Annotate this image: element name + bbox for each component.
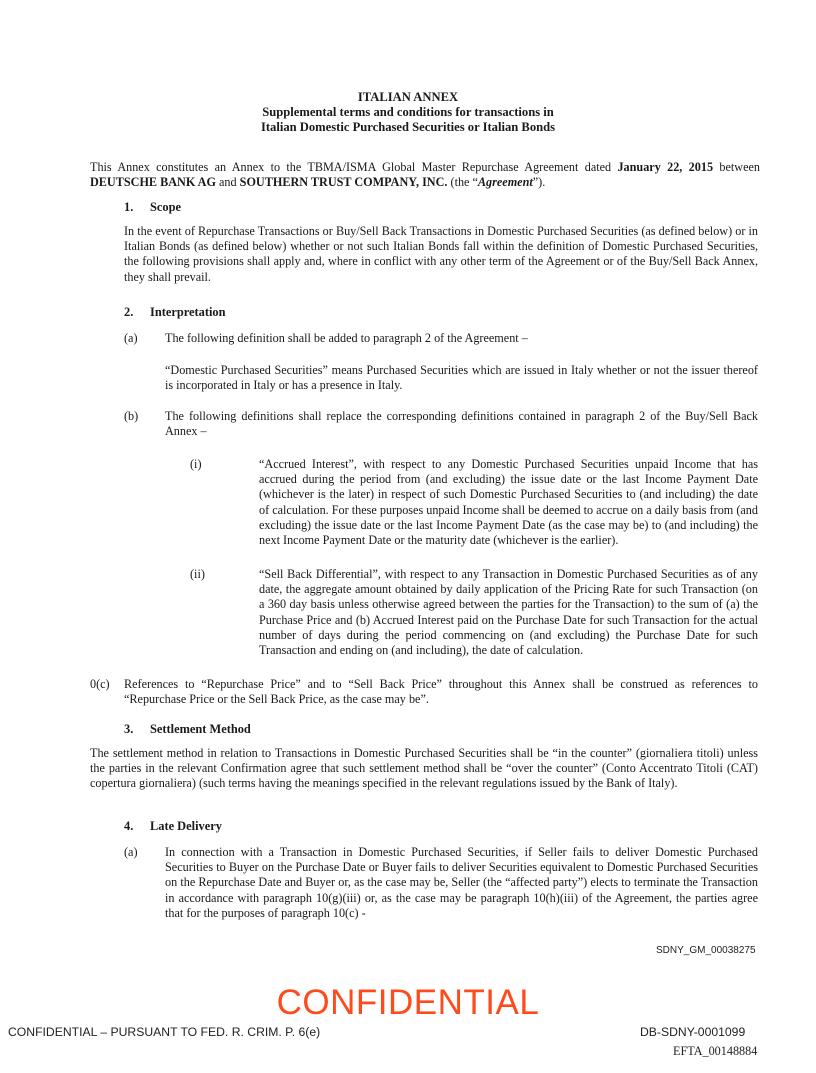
intro-paragraph: This Annex constitutes an Annex to the TBMA/ISMA Global Master Repurchase Agreement dated January 22, 2015 between DEUTSCHE BANK AG and SOUTHERN TRUST COMPANY, INC. (the “Agreement”). [90, 160, 760, 190]
agreement-date: January 22, 2015 [617, 160, 714, 174]
clause-4a-text: In connection with a Transaction in Domestic Purchased Securities, if Seller fails to deliver Domestic Purchased Securities to Buyer on the Purchase Date or Buyer fails to deliver Securities equivalent to Domestic Purchased Securities on the Repurchase Date and Buyer or, as the case may be, Seller (the “affected party”) elects to terminate the Transaction in accordance with paragraph 10(g)(iii) or, as the case may be paragraph 10(h)(iii) of the Agreement, the parties agree that for the purposes of paragraph 10(c) - [165, 845, 758, 920]
party-1: DEUTSCHE BANK AG [90, 175, 216, 190]
section-1-heading: 1. Scope [124, 200, 181, 214]
title-line-1: ITALIAN ANNEX [357, 90, 459, 104]
clause-2b-i-text: “Accrued Interest”, with respect to any Domestic Purchased Securities unpaid Income that has accrued during the period from (and excluding) the issue date or the last Income Payment Date (whichever is the later) in respect of such Domestic Purchased Securities to (and including) the date of calculation. For these purposes unpaid Income shall be deemed to accrue on a daily basis from (and excluding) the issue date or the last Income Payment Date (as the case may be) to (and including) the next Income Payment Date or the maturity date (whichever is the earlier). [259, 457, 758, 548]
footer-efta-id: EFTA_00148884 [673, 1044, 758, 1058]
title-line-2: Supplemental terms and conditions for transactions in [262, 105, 554, 119]
clause-2c-text: References to “Repurchase Price” and to “Sell Back Price” throughout this Annex shall be construed as references to “Repurchase Price or the Sell Back Price, as the case may be”. [124, 677, 758, 707]
section-3-heading: 3. Settlement Method [124, 722, 251, 736]
clause-2a-marker: (a) [124, 331, 138, 345]
clause-2b-ii-text: “Sell Back Differential”, with respect to any Transaction in Domestic Purchased Securities as of any date, the aggregate amount obtained by daily application of the Pricing Rate for such Transaction (on a 360 day basis unless otherwise agreed between the parties for the Transaction) to the sum of (a) the Purchase Price and (b) Accrued Interest paid on the Purchase Date for such Transaction for the actual number of days during the period commencing on (and excluding) the Purchase Date for such Transaction and ending on (and including), the date of calculation. [259, 567, 758, 658]
agreement-term: Agreement [477, 175, 533, 190]
clause-2c-marker: 0(c) [90, 677, 110, 691]
footer-confidential-notice: CONFIDENTIAL – PURSUANT TO FED. R. CRIM. P. 6(e) [8, 1025, 321, 1039]
annex-title [0, 90, 816, 135]
section-3-text: The settlement method in relation to Transactions in Domestic Purchased Securities shall be “in the counter” (giornaliera titoli) unless the parties in the relevant Confirmation agree that such settlement method shall be “over the counter” (Conto Accentrato Titoli (CAT) copertura giornaliera) (such terms having the meanings specified in the relevant regulations issued by the Bank of Italy). [90, 746, 758, 791]
party-2: SOUTHERN TRUST COMPANY, INC. [239, 175, 448, 190]
section-4-heading: 4. Late Delivery [124, 819, 222, 833]
confidential-stamp: CONFIDENTIAL [276, 983, 540, 1022]
footer-doc-id: DB-SDNY-0001099 [640, 1025, 746, 1039]
clause-2b-ii-marker: (ii) [190, 567, 205, 581]
clause-2a-definition: “Domestic Purchased Securities” means Purchased Securities which are issued in Italy whether or not the issuer thereof is incorporated in Italy or has a presence in Italy. [165, 363, 758, 393]
bates-number: SDNY_GM_00038275 [656, 945, 756, 956]
clause-2b-i-marker: (i) [190, 457, 202, 471]
title-line-3: Italian Domestic Purchased Securities or Italian Bonds [260, 120, 556, 134]
clause-2a-text: The following definition shall be added to paragraph 2 of the Agreement – [165, 331, 528, 345]
clause-4a-marker: (a) [124, 845, 138, 859]
section-1-text: In the event of Repurchase Transactions or Buy/Sell Back Transactions in Domestic Purchased Securities (as defined below) or in Italian Bonds (as defined below) whether or not such Italian Bonds fall within the definition of Domestic Purchased Securities, the following provisions shall apply and, where in conflict with any other term of the Agreement or of the Buy/Sell Back Annex, they shall prevail. [124, 224, 758, 284]
clause-2b-text: The following definitions shall replace the corresponding definitions contained in paragraph 2 of the Buy/Sell Back Annex – [165, 409, 758, 439]
section-2-heading: 2. Interpretation [124, 305, 226, 319]
clause-2b-marker: (b) [124, 409, 139, 423]
